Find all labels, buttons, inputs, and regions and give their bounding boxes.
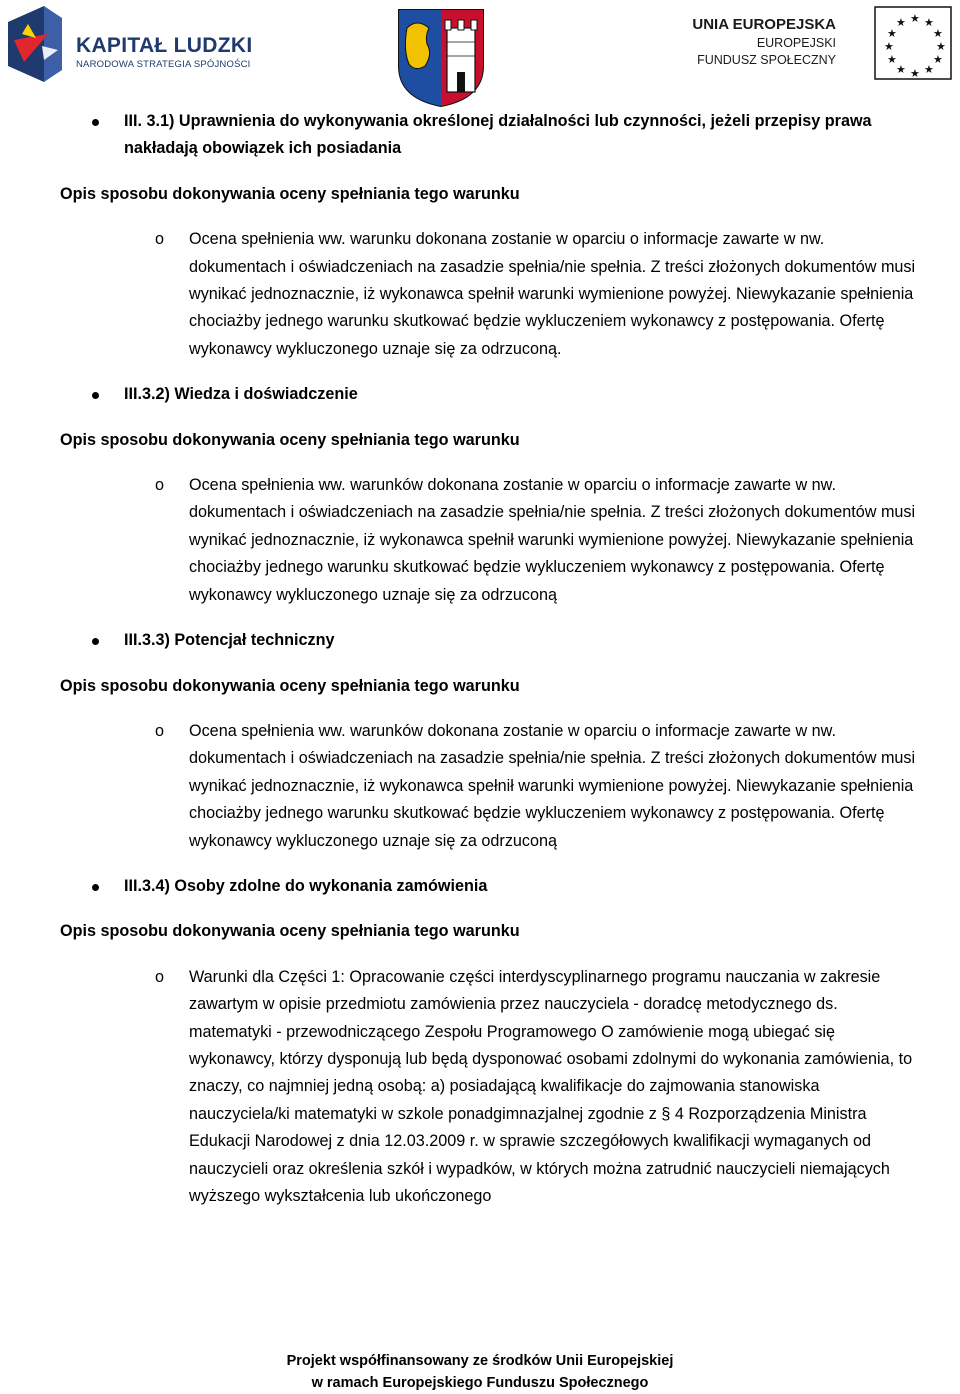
svg-text:★: ★ [936, 40, 946, 53]
document-body [60, 108, 920, 1210]
section-heading-3-4: III.3.4) Osoby zdolne do wykonania zamówienia [60, 873, 920, 900]
section-heading-3-3: III.3.3) Potencjał techniczny [60, 627, 920, 654]
page-header [0, 0, 960, 108]
section-criteria-label: Opis sposobu dokonywania oceny spełniania tego warunku [60, 430, 520, 449]
section-heading-3-2: III.3.2) Wiedza i doświadczenie [60, 381, 920, 408]
list-marker: o [155, 230, 165, 249]
section-criteria-text: o Ocena spełnienia ww. warunku dokonana zostanie w oparciu o informacje zawarte w nw. dokumentach i oświadczeniach na zasadzie spełnia/nie spełnia. Z treści złożonych dokumentów musi wynikać jednoznacznie, iż wykonawca spełnił warunki wymienione powyżej. Niewykazanie spełnienia chociażby jednego warunku skutkować będzie wykluczeniem wykonawcy z postępowania. Ofertę wykonawcy wykluczonego uznaje się za odrzuconą. [60, 226, 920, 363]
kapital-ludzki-subtitle: NARODOWA STRATEGIA SPÓJNOŚCI [76, 59, 251, 70]
svg-text:★: ★ [887, 53, 897, 66]
kapital-ludzki-emblem-icon [4, 4, 74, 84]
bullet-dot-icon [92, 638, 99, 645]
svg-text:★: ★ [884, 40, 894, 53]
kapital-ludzki-logo [4, 4, 264, 84]
svg-text:★: ★ [896, 16, 906, 29]
eu-fund-logo [688, 4, 956, 80]
page-footer [0, 1350, 960, 1394]
svg-text:★: ★ [933, 53, 943, 66]
svg-text:★: ★ [933, 27, 943, 40]
list-marker: o [155, 967, 165, 986]
section-heading-3-1: III. 3.1) Uprawnienia do wykonywania określonej działalności lub czynności, jeżeli przepisy prawa nakładają obowiązek ich posiadania [60, 108, 920, 163]
eu-fund-line1: EUROPEJSKI [756, 36, 836, 50]
coat-of-arms-logo [395, 6, 487, 108]
eu-flag-icon [874, 6, 952, 80]
svg-text:★: ★ [910, 12, 920, 25]
bullet-dot-icon [92, 884, 99, 891]
svg-text:★: ★ [924, 16, 934, 29]
section-criteria-label: Opis sposobu dokonywania oceny spełniania tego warunku [60, 184, 520, 203]
section-criteria-text: o Ocena spełnienia ww. warunków dokonana zostanie w oparciu o informacje zawarte w nw. dokumentach i oświadczeniach na zasadzie spełnia/nie spełnia. Z treści złożonych dokumentów musi wynikać jednoznacznie, iż wykonawca spełnił warunki wymienione powyżej. Niewykazanie spełnienia chociażby jednego warunku skutkować będzie wykluczeniem wykonawcy z postępowania. Ofertę wykonawcy wykluczonego uznaje się za odrzuconą [60, 472, 920, 609]
bullet-dot-icon [92, 392, 99, 399]
eu-fund-line2: FUNDUSZ SPOŁECZNY [697, 53, 836, 67]
list-marker: o [155, 721, 165, 740]
svg-text:★: ★ [910, 67, 920, 80]
svg-text:★: ★ [887, 27, 897, 40]
svg-text:★: ★ [896, 63, 906, 76]
bullet-dot-icon [92, 119, 99, 126]
section-criteria-text: o Warunki dla Części 1: Opracowanie części interdyscyplinarnego programu nauczania w zakresie zawartym w opisie przedmiotu zamówienia przez nauczyciela - doradcę metodycznego ds. matematyki - przewodniczącego Zespołu Programowego O zamówienie mogą ubiegać się wykonawcy, którzy dysponują lub będą dysponować osobami zdolnymi do wykonania zamówienia, to znaczy, co najmniej jedną osobą: a) posiadającą kwalifikacje do zajmowania stanowiska nauczyciela/ki matematyki w szkole ponadgimnazjalnej zgodnie z § 4 Rozporządzenia Ministra Edukacji Narodowej z dnia 12.03.2009 r. w sprawie szczegółowych kwalifikacji wymaganych od nauczycieli oraz określenia szkół i wypadków, w których można zatrudnić nauczycieli niemających wyższego wykształcenia lub ukończonego [60, 964, 920, 1211]
footer-line-1: Projekt współfinansowany ze środków Unii Europejskiej [286, 1353, 674, 1369]
section-criteria-text: o Ocena spełnienia ww. warunków dokonana zostanie w oparciu o informacje zawarte w nw. dokumentach i oświadczeniach na zasadzie spełnia/nie spełnia. Z treści złożonych dokumentów musi wynikać jednoznacznie, iż wykonawca spełnił warunki wymienione powyżej. Niewykazanie spełnienia chociażby jednego warunku skutkować będzie wykluczeniem wykonawcy z postępowania. Ofertę wykonawcy wykluczonego uznaje się za odrzuconą [60, 718, 920, 855]
footer-line-2: w ramach Europejskiego Funduszu Społecznego [311, 1375, 649, 1391]
coat-of-arms-icon [395, 6, 487, 108]
kapital-ludzki-title: KAPITAŁ LUDZKI [76, 34, 253, 57]
eu-title: UNIA EUROPEJSKA [692, 16, 836, 33]
svg-text:★: ★ [924, 63, 934, 76]
section-criteria-label: Opis sposobu dokonywania oceny spełniania tego warunku [60, 676, 520, 695]
section-criteria-label: Opis sposobu dokonywania oceny spełniania tego warunku [60, 922, 520, 941]
list-marker: o [155, 476, 165, 495]
